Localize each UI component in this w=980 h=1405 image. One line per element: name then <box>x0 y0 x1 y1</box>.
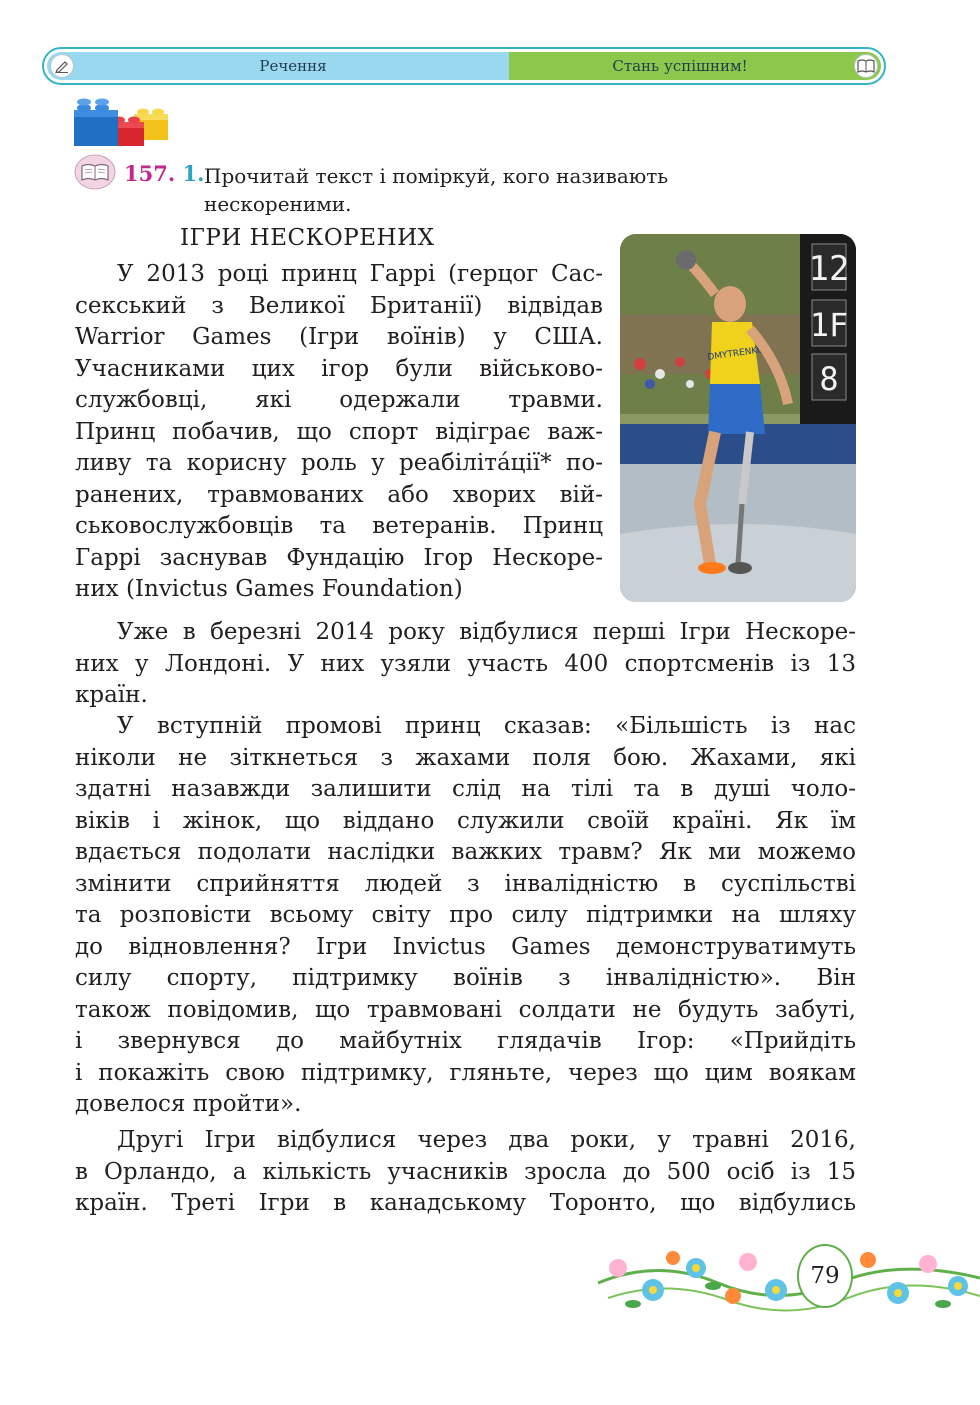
header-left-label: Речення <box>259 57 327 75</box>
task-number-main: 157. <box>124 161 176 186</box>
text-line: Учасниками цих ігор були військово- <box>75 355 603 382</box>
text-line: та розповісти всьому світу про силу підтримки на шляху <box>75 902 856 928</box>
header-section-left <box>47 52 509 80</box>
text-line: силу спорту, підтримку воїнів з інвалідністю». Він <box>75 965 856 991</box>
header-section-right <box>509 52 881 80</box>
text-line: вдається подолати наслідки важких травм? Як ми можемо <box>75 839 856 865</box>
text-line: країн. <box>75 682 148 708</box>
text-line: службовці, які одержали травми. <box>75 387 603 413</box>
text-line: секський з Великої Британії) відвідав <box>75 292 603 319</box>
text-line: до відновлення? Ігри Invictus Games демонструватимуть <box>75 933 856 960</box>
paragraph-1 <box>75 259 603 606</box>
text-line: них у Лондоні. У них узяли участь 400 спортсменів із 13 <box>75 650 856 677</box>
lego-bricks-icon <box>72 98 172 150</box>
text-line: і звернувся до майбутніх глядачів Ігор: «Прийдіть <box>75 1028 856 1054</box>
pencil-icon <box>50 54 74 78</box>
scoreboard-digit: 8 <box>819 360 839 398</box>
text-line: Другі Ігри відбулися через два роки, у травні 2016, <box>117 1127 856 1153</box>
paragraph-4 <box>75 1125 856 1220</box>
header-right-label: Стань успішним! <box>612 57 748 75</box>
task-subnumber: 1. <box>182 161 205 186</box>
text-line: них (Invictus Games Foundation) <box>75 576 463 602</box>
flower-garland-decoration <box>598 1238 980 1318</box>
text-line: Уже в березні 2014 року відбулися перші Ігри Нескоре- <box>117 619 856 645</box>
task-number <box>124 161 204 186</box>
text-line: в Орландо, а кількість учасників зросла до 500 осіб із 15 <box>75 1158 856 1185</box>
paragraph-3 <box>75 711 856 1121</box>
text-line: довелося пройти». <box>75 1091 302 1117</box>
scoreboard-digit: 12 <box>808 249 850 289</box>
header-bar <box>42 47 886 85</box>
text-line: Гаррі заснував Фундацію Ігор Нескоре- <box>75 544 603 571</box>
text-line: ливу та корисну роль у реабіліта́ції* по- <box>75 450 603 476</box>
text-line: ранених, травмованих або хворих вій- <box>75 481 603 508</box>
athlete-photo <box>620 234 856 602</box>
text-line: ськовослужбовців та ветеранів. Принц <box>75 513 603 539</box>
text-line: ніколи не зіткнеться з жахами поля бою. Жахами, які <box>75 744 856 771</box>
task-line-1: Прочитай текст і поміркуй, кого називають <box>204 164 669 188</box>
text-line: У 2013 році принц Гаррі (герцог Сас- <box>117 261 603 287</box>
task-instruction <box>204 162 764 218</box>
reading-book-icon <box>74 154 116 190</box>
text-line: У вступній промові принц сказав: «Більшість із нас <box>117 713 856 739</box>
article-title: ІГРИ НЕСКОРЕНИХ <box>180 225 435 251</box>
scoreboard-digit: 1F <box>809 306 849 344</box>
page-number: 79 <box>797 1244 853 1308</box>
paragraph-2 <box>75 617 856 712</box>
athlete-bib: DMYTRENKO <box>706 345 765 363</box>
text-line: віків і жінок, що віддано служили своїй країні. Як їм <box>75 807 856 834</box>
text-line: Warrior Games (Ігри воїнів) у США. <box>75 324 603 350</box>
task-line-2: нескореними. <box>204 192 352 216</box>
text-line: також повідомив, що травмовані солдати не будуть забуті, <box>75 996 856 1023</box>
book-icon <box>854 54 878 78</box>
text-line: змінити сприйняття людей з інвалідністю в суспільстві <box>75 870 856 897</box>
text-line: і покажіть свою підтримку, гляньте, через що цим воякам <box>75 1059 856 1086</box>
text-line: Принц побачив, що спорт відіграє важ- <box>75 418 603 445</box>
text-line: здатні назавжди залишити слід на тілі та в душі чоло- <box>75 776 856 802</box>
text-line: країн. Треті Ігри в канадському Торонто, що відбулись <box>75 1190 856 1216</box>
